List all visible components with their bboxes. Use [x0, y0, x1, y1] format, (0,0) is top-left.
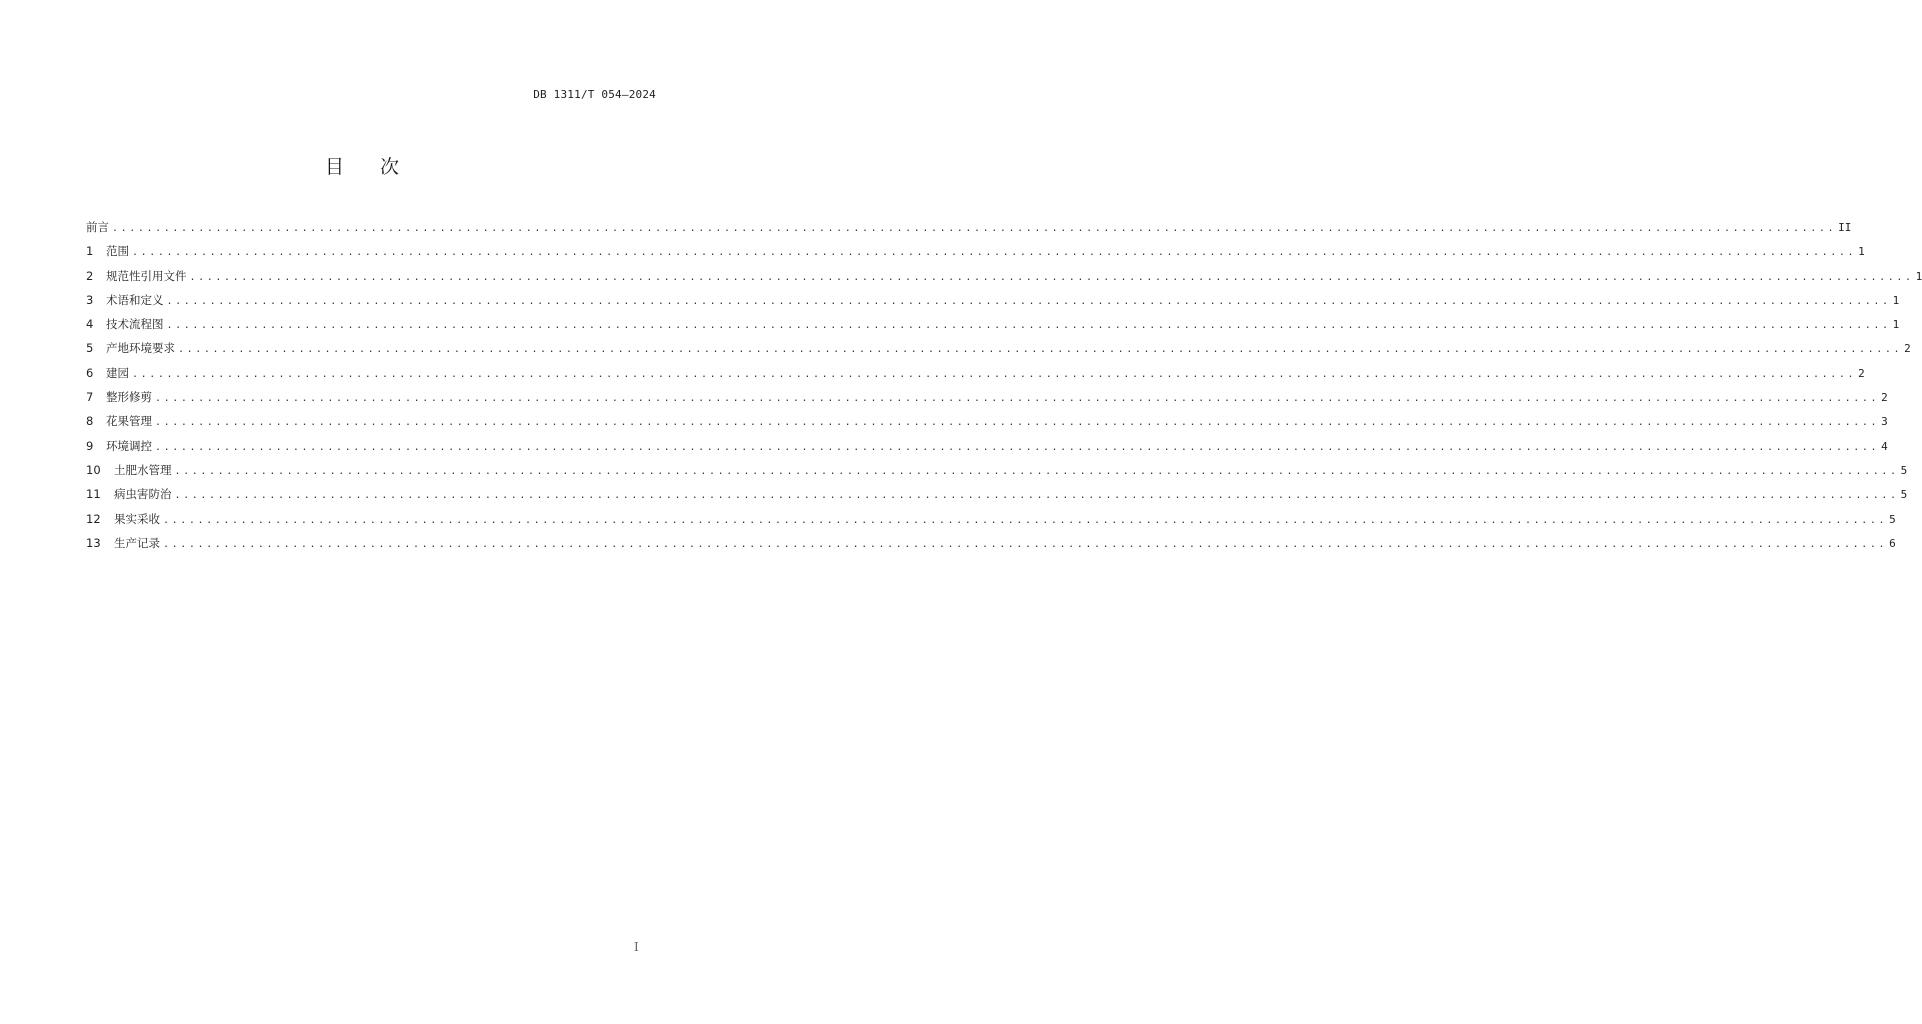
- toc-entry[interactable]: [86, 511, 1896, 535]
- toc-entry-label: 病虫害防治: [114, 487, 172, 502]
- toc-entry-number: 1: [86, 244, 94, 259]
- toc-leader-dots: ........................................................................................................................................................................................................: [112, 223, 1837, 234]
- toc-entry[interactable]: [86, 486, 1908, 510]
- toc-entry-number: 12: [86, 511, 101, 526]
- toc-entry-page: 1: [1915, 269, 1922, 283]
- toc-leader-dots: ........................................................................................................................................................................................................: [163, 538, 1888, 550]
- toc-leader-dots: ........................................................................................................................................................................................................: [166, 295, 1891, 307]
- toc-leader-dots: ........................................................................................................................................................................................................: [155, 441, 1880, 453]
- toc-entry-number: 3: [86, 292, 94, 307]
- toc-leader-dots: ........................................................................................................................................................................................................: [132, 247, 1857, 259]
- toc-title: [0, 152, 724, 179]
- toc-leader-dots: ........................................................................................................................................................................................................: [174, 490, 1899, 502]
- toc-entry-number: 4: [86, 317, 94, 332]
- toc-title-left: 目: [324, 156, 344, 178]
- toc-entry-page: 1: [1892, 293, 1900, 307]
- toc-leader-dots: ........................................................................................................................................................................................................: [166, 320, 1891, 332]
- toc-entry[interactable]: [86, 535, 1896, 559]
- toc-leader-dots: ........................................................................................................................................................................................................: [155, 393, 1880, 405]
- toc-entry-page: 2: [1904, 342, 1911, 356]
- toc-entry[interactable]: [86, 316, 1900, 340]
- toc-leader-dots: ........................................................................................................................................................................................................: [178, 344, 1903, 356]
- toc-entry-number: 5: [86, 341, 94, 356]
- toc-entry-page: 4: [1881, 439, 1888, 453]
- toc-entry-label: 生产记录: [114, 535, 160, 550]
- toc-entry-page: 5: [1900, 488, 1908, 502]
- toc-entry[interactable]: [86, 219, 1852, 243]
- toc-entry-label: 规范性引用文件: [106, 268, 187, 283]
- toc-leader-dots: ........................................................................................................................................................................................................: [189, 271, 1914, 283]
- toc-entry-label: 果实采收: [114, 511, 160, 526]
- toc-entry-label: 建园: [106, 365, 129, 380]
- toc-entry-number: 2: [86, 268, 94, 283]
- toc-entry-label: 花果管理: [106, 414, 152, 429]
- toc-entry[interactable]: [86, 462, 1908, 486]
- toc-entry-label: 环境调控: [106, 438, 152, 453]
- toc-entry[interactable]: [86, 389, 1888, 413]
- toc-leader-dots: ........................................................................................................................................................................................................: [132, 368, 1857, 380]
- toc-entry[interactable]: [86, 438, 1888, 462]
- toc-entry-number: 11: [86, 487, 101, 502]
- toc-entry-label: 范围: [106, 244, 129, 259]
- toc-entry-number: 10: [86, 462, 101, 477]
- toc-entry-page: II: [1838, 221, 1852, 234]
- toc-entry-page: 3: [1881, 415, 1888, 429]
- toc-entry-page: 5: [1900, 463, 1908, 477]
- toc-entry[interactable]: [86, 413, 1888, 437]
- toc-entry-number: 7: [86, 390, 94, 405]
- toc-entry-label: 产地环境要求: [106, 341, 175, 356]
- toc-entry-label: 土肥水管理: [114, 462, 172, 477]
- toc-entry-number: 13: [86, 535, 101, 550]
- toc-leader-dots: ........................................................................................................................................................................................................: [155, 417, 1880, 429]
- toc-entry[interactable]: [86, 243, 1865, 267]
- page-number: I: [634, 940, 639, 954]
- toc-entry-number: 9: [86, 438, 94, 453]
- toc-entry[interactable]: [86, 340, 1911, 364]
- toc-entry-page: 6: [1889, 536, 1896, 550]
- toc-entry-label: 技术流程图: [106, 317, 164, 332]
- toc-entry-label: 前言: [86, 220, 109, 234]
- toc-entry-number: 6: [86, 365, 94, 380]
- toc-leader-dots: ........................................................................................................................................................................................................: [174, 465, 1899, 477]
- toc-entry[interactable]: [86, 292, 1900, 316]
- toc-list: [86, 219, 1922, 559]
- toc-title-right: 次: [380, 156, 400, 178]
- toc-entry-page: 1: [1858, 245, 1865, 259]
- toc-entry[interactable]: [86, 268, 1922, 292]
- toc-leader-dots: ........................................................................................................................................................................................................: [163, 514, 1888, 526]
- document-code: DB 1311/T 054—2024: [533, 88, 656, 101]
- toc-entry-page: 1: [1892, 318, 1900, 332]
- toc-entry[interactable]: [86, 365, 1865, 389]
- toc-entry-number: 8: [86, 414, 94, 429]
- toc-entry-label: 整形修剪: [106, 390, 152, 405]
- toc-entry-page: 5: [1889, 512, 1896, 526]
- toc-entry-label: 术语和定义: [106, 292, 164, 307]
- toc-entry-page: 2: [1858, 366, 1865, 380]
- toc-entry-page: 2: [1881, 391, 1888, 405]
